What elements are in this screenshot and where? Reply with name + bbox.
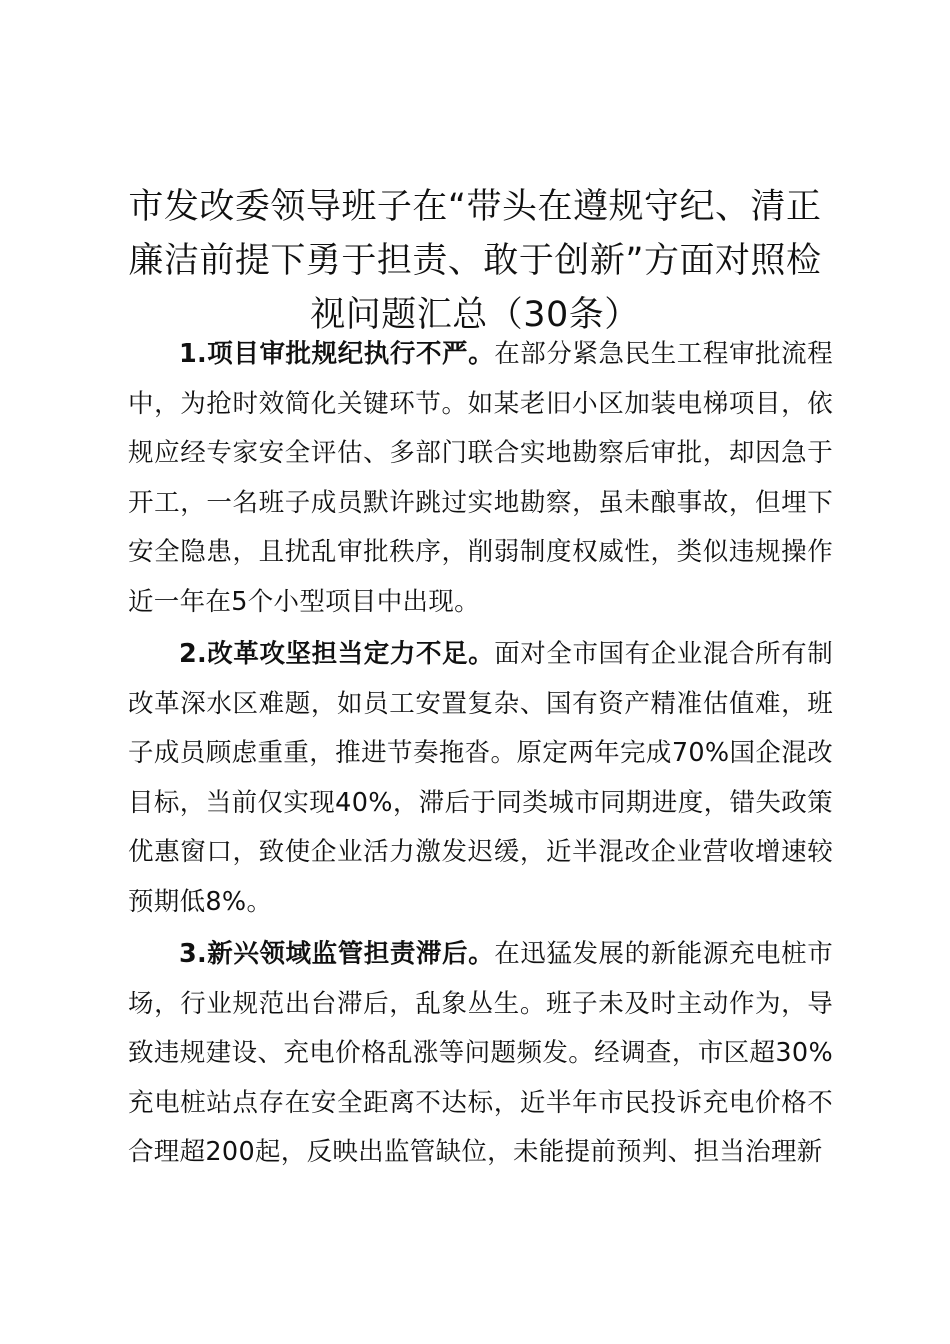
paragraph-3 [128,930,833,1178]
paragraph-3-text: 在迅猛发展的新能源充电桩市场，行业规范出台滞后，乱象丛生。班子未及时主动作为，导致违规建设、充电价格乱涨等问题频发。经调查，市区超30%充电桩站点存在安全距离不达标，近半年市民投诉充电价格不合理超200起，反映出监管缺位，未能提前预判、担当治理新 [128,939,833,1167]
paragraph-1 [128,330,833,627]
paragraph-1-heading: 1.项目审批规纪执行不严。 [179,339,495,369]
document-title: 市发改委领导班子在“带头在遵规守纪、清正廉洁前提下勇于担责、敢于创新”方面对照检视问题汇总（30条） [128,187,822,335]
paragraph-3-heading: 3.新兴领域监管担责滞后。 [179,939,495,969]
document-body [128,330,833,1181]
paragraph-2-heading: 2.改革攻坚担当定力不足。 [179,639,495,669]
paragraph-2-text: 面对全市国有企业混合所有制改革深水区难题，如员工安置复杂、国有资产精准估值难，班子成员顾虑重重，推进节奏拖沓。原定两年完成70%国企混改目标，当前仅实现40%，滞后于同类城市同期进度，错失政策优惠窗口，致使企业活力激发迟缓，近半混改企业营收增速较预期低8%。 [128,639,833,917]
paragraph-1-text: 在部分紧急民生工程审批流程中，为抢时效简化关键环节。如某老旧小区加装电梯项目，依规应经专家安全评估、多部门联合实地勘察后审批，却因急于开工，一名班子成员默许跳过实地勘察，虽未酿事故，但埋下安全隐患，且扰乱审批秩序，削弱制度权威性，类似违规操作近一年在5个小型项目中出现。 [128,339,833,617]
paragraph-2 [128,630,833,927]
